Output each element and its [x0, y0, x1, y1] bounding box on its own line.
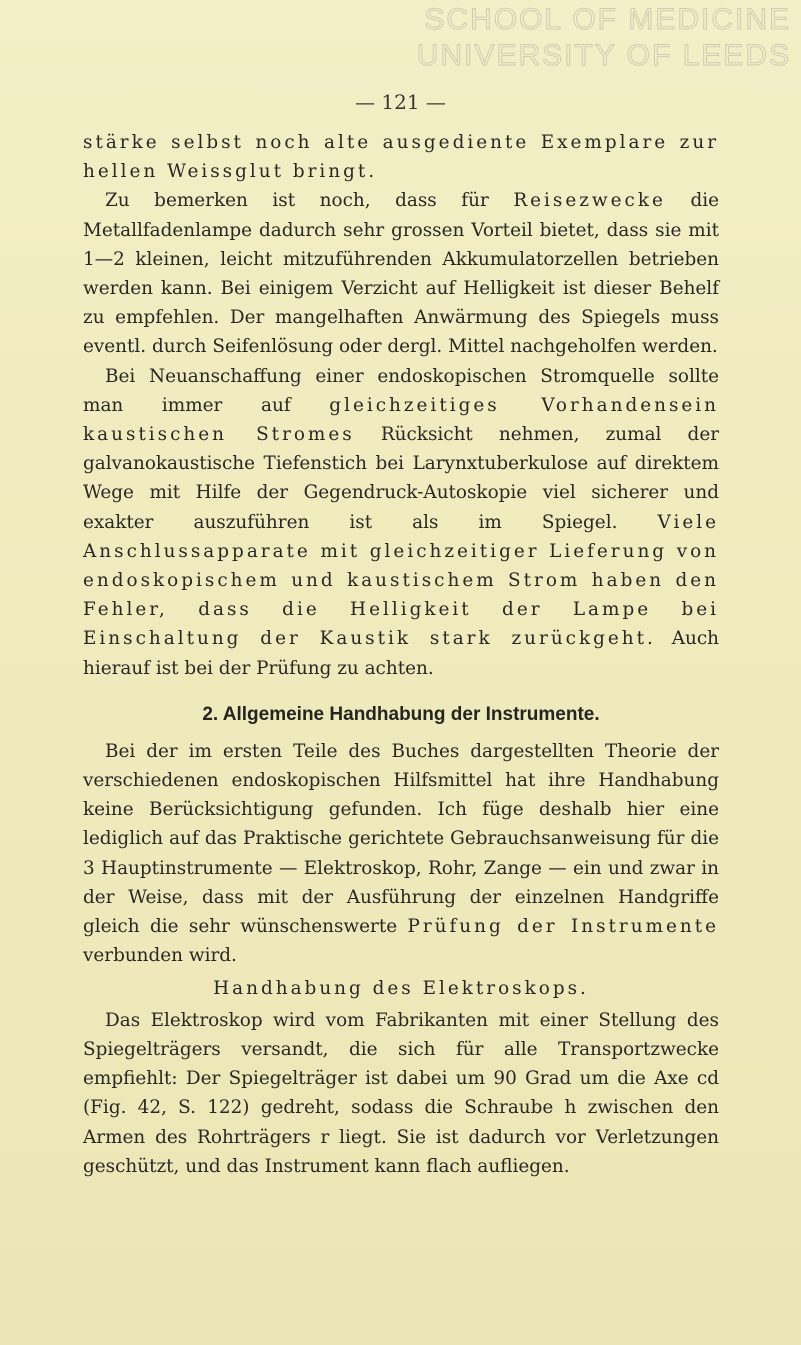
page-body [83, 128, 719, 1181]
spaced-text: stärke selbst noch alte ausgediente Exemplare zur hellen Weissglut bringt. [83, 132, 719, 183]
paragraph-1 [83, 128, 719, 186]
paragraph-2 [83, 186, 719, 361]
paragraph-5: Das Elektroskop wird vom Fabrikanten mit einer Stellung des Spiegelträgers versandt, die sich für alle Transportzwecke empfiehlt: Der Spiegelträger ist dabei um 90 Grad um die Axe cd (Fig. 42, S. 122) gedreht, sodass die Schraube h zwischen den Armen des Rohrträgers r liegt. Sie ist dadurch vor Verletzungen geschützt, und das Instrument kann flach aufliegen. [83, 1009, 719, 1177]
text-run: die Metallfadenlampe dadurch sehr grossen Vorteil bietet, dass sie mit 1—2 kleinen, leicht mitzuführenden Akkumulatorzellen betrieben werden kann. Bei einigem Verzicht auf Helligkeit ist dieser Behelf zu empfehlen. Der mangelhaften Anwärmung des Spiegels muss eventl. durch Seifenlösung oder dergl. Mittel nachgeholfen werden. [83, 190, 719, 358]
text-run: Rücksicht nehmen, zumal der galvanokaustische Tiefenstich bei Larynxtuberkulose auf direktem Wege mit Hilfe der Gegendruck-Autoskopie viel sicherer und exakter auszuführen ist als im Spiegel. [83, 424, 719, 533]
spaced-text: Reisezwecke [513, 190, 666, 212]
paragraph-3 [83, 362, 719, 683]
spaced-text: Prüfung der Instrumente [407, 916, 719, 938]
text-run: Bei der im ersten Teile des Buches dargestellten Theorie der verschiedenen endoskopischen Hilfsmittel hat ihre Handhabung keine Berücksichtigung gefunden. Ich füge deshalb hier eine lediglich auf das Praktische gerichtete Gebrauchsanweisung für die 3 Hauptinstrumente — Elektroskop, Rohr, Zange — ein und zwar in der Weise, dass mit der Ausführung der einzelnen Handgriffe gleich die sehr wünschenswerte [83, 740, 719, 938]
text-run: verbunden wird. [83, 945, 237, 967]
section-heading: 2. Allgemeine Handhabung der Instrumente. [202, 703, 600, 725]
spaced-text: Viele Anschlussapparate mit gleichzeitiger Lieferung von endoskopischem und kaustischem Strom haben den Fehler, dass die Helligkeit der Lampe bei Einschaltung der Kaustik stark zurückgeht. [83, 511, 719, 650]
stamp-line-2: UNIVERSITY OF LEEDS [416, 39, 791, 72]
text-run: Bei Neuanschaffung einer endoskopischen Stromquelle sollte man immer auf [83, 365, 719, 416]
stamp-line-1: SCHOOL OF MEDICINE [424, 3, 791, 36]
library-stamp [371, 2, 791, 74]
paragraph-4 [83, 737, 719, 971]
subsection-heading: Handhabung des Elektroskops. [213, 978, 589, 1000]
page-number: — 121 — [355, 90, 446, 114]
text-run: Zu bemerken ist noch, dass für [105, 190, 514, 212]
text-run: Auch hierauf ist bei der Prüfung zu achten. [83, 628, 719, 679]
spaced-text: gleichzeitiges Vorhandensein kaustischen Stromes [83, 394, 719, 446]
